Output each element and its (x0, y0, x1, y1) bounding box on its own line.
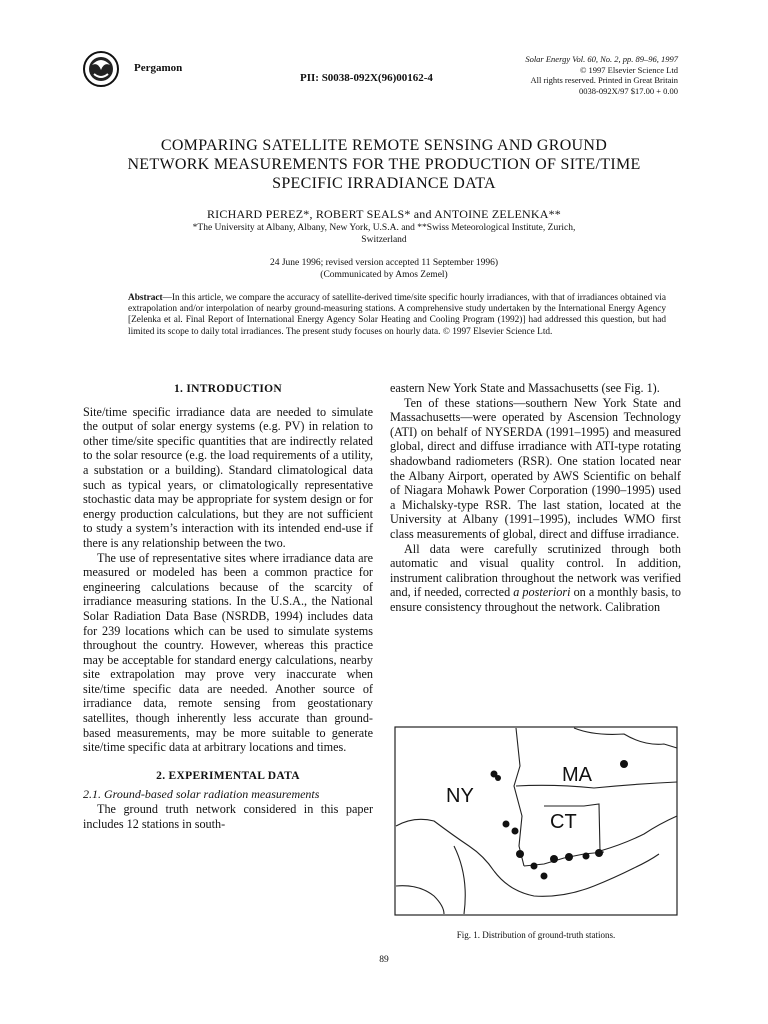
authors: RICHARD PEREZ*, ROBERT SEALS* and ANTOINE ZELENKA** (206, 207, 562, 221)
issn-line: 0038-092X/97 $17.00 + 0.00 (579, 85, 678, 96)
text-run: All data were carefully scrutinized through both automatic and visual quality control. In addition, instrument calibration throughout the network was verified and, if needed, corrected (390, 541, 681, 600)
affiliations (100, 222, 668, 246)
copyright-line: © 1997 Elsevier Science Ltd (579, 64, 678, 75)
rights-line: All rights reserved. Printed in Great Britain (530, 75, 678, 85)
paragraph: eastern New York State and Massachusetts (see Fig. 1). (390, 381, 660, 395)
title-line: SPECIFIC IRRADIANCE DATA (272, 175, 496, 192)
pii-code: PII: S0038-092X(96)00162-4 (300, 72, 433, 84)
map-label-ny: NY (446, 785, 474, 807)
paragraph (390, 542, 681, 615)
station-marker (620, 760, 628, 768)
article-dates (100, 257, 668, 281)
right-column (390, 381, 681, 615)
map-label-ma: MA (562, 764, 592, 786)
abstract-label: Abstract (128, 293, 163, 303)
station-marker (531, 863, 538, 870)
text-run: on a monthly basis, to ensure consistency throughout the network. Calibration (390, 585, 681, 614)
station-marker (516, 850, 524, 858)
station-marker (541, 873, 548, 880)
journal-info (458, 54, 678, 96)
title-line: NETWORK MEASUREMENTS FOR THE PRODUCTION OF SITE/TIME (127, 156, 641, 173)
station-map-figure (394, 726, 678, 916)
affiliation-line: Switzerland (361, 235, 407, 245)
map-label-ct: CT (550, 811, 577, 833)
dates-line: 24 June 1996; revised version accepted 11 September 1996) (269, 258, 499, 268)
figure-caption: Fig. 1. Distribution of ground-truth stations. (456, 930, 616, 940)
state-borders (396, 728, 677, 914)
paragraph: Ten of these stations—southern New York State and Massachusetts—were operated by Ascension Technology (ATI) on behalf of NYSERDA (1991–1995) and measured global, direct and diffuse irradiance with ATI-type rotating shadowband radiometers (RSR). One station located near the Albany Airport, operated by AWS Scientific on behalf of Niagara Mohawk Power Corporation (1990–1995) used a Michalsky-type RSR. The last station, located at the University at Albany (1991–1995), includes WMO first class measurements of global, direct and diffuse irradiance. (390, 395, 681, 541)
paragraph: Site/time specific irradiance data are needed to simulate the output of solar energy systems (e.g. PV) in relation to other time/site specific quantities that are indirectly related to the solar resource (e.g. the load requirements of a utility, a substation or a building). Standard climatological data such as typical years, or climatologically representative stochastic data may be appropriate for system design or for energy production calculations, but they are not sufficient to study a system’s interaction with its intended end-use if there is any relationship between the two. (83, 404, 373, 550)
paragraph: The ground truth network considered in this paper includes 12 stations in south- (83, 802, 373, 831)
figure-frame (395, 727, 677, 915)
station-marker (512, 828, 519, 835)
station-marker (595, 849, 603, 857)
station-marker (583, 853, 590, 860)
publisher-logo-icon (82, 50, 120, 88)
page-number: 89 (379, 955, 389, 965)
abstract-text: —In this article, we compare the accuracy of satellite-derived time/site specific hourly irradiances, with that of irradiances obtained via extrapolation and/or interpolation of nearby ground-measuring stations. A comprehensive study undertaken by the International Energy Agency [Zelenka et al. Final Report of International Energy Agency Solar Heating and Cooling Program (1992)] had addressed this question, but had limited its scope to daily total irradiances. The present study focuses on hourly data. © 1997 Elsevier Science Ltd. (128, 293, 666, 337)
article-title (60, 136, 708, 193)
section-heading-experimental-data: 2. EXPERIMENTAL DATA (156, 769, 300, 782)
paragraph: The use of representative sites where irradiance data are measured or modeled has been a common practice for engineering calculations because of the scarcity of irradiance measuring stations. In the U.S.A., the National Solar Radiation Data Base (NSRDB, 1994) includes data for 239 locations which can be used to simulate systems throughout the country. However, whereas this practice may be acceptable for standard energy calculations, nearby site extrapolation may prove very inaccurate when site/time specific data are needed. Another source of irradiance data, remote sensing from geostationary satellites, though inherently less accurate than ground-based measurements, may be more suitable to generate site/time specific data at arbitrary locations and times. (83, 550, 373, 755)
section-heading-introduction: 1. INTRODUCTION (173, 383, 282, 395)
title-line: COMPARING SATELLITE REMOTE SENSING AND GROUND (160, 137, 608, 154)
station-marker (495, 775, 501, 781)
left-column (83, 383, 373, 831)
publisher-name: Pergamon (134, 62, 183, 74)
station-marker (503, 821, 510, 828)
station-marker (565, 853, 573, 861)
station-marker (550, 855, 558, 863)
subsection-heading: 2.1. Ground-based solar radiation measurements (83, 787, 320, 802)
italic-term: a posteriori (513, 585, 571, 600)
abstract (128, 293, 666, 338)
affiliation-line: *The University at Albany, Albany, New York, U.S.A. and **Swiss Meteorological Institute, Zurich, (192, 223, 576, 233)
communicated-line: (Communicated by Amos Zemel) (320, 270, 448, 280)
journal-citation: Solar Energy Vol. 60, No. 2, pp. 89–96, 1997 (525, 54, 678, 64)
